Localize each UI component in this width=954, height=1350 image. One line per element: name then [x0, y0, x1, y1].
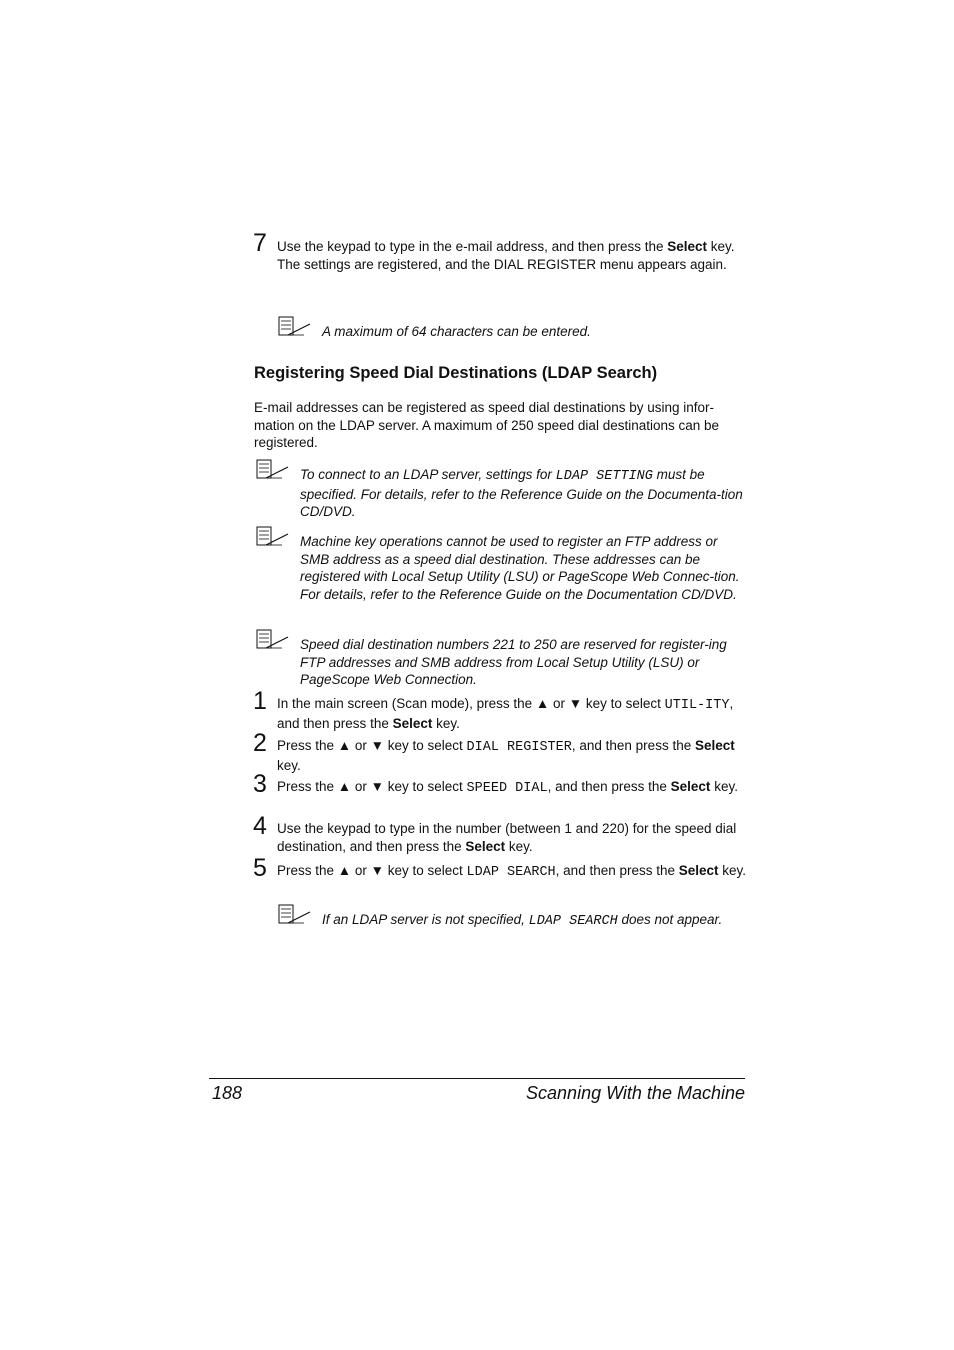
note-pencil-icon	[256, 629, 290, 653]
step-number-4: 4	[253, 812, 267, 840]
note-pencil-icon	[256, 526, 290, 550]
step-3-text: Press the ▲ or ▼ key to select SPEED DIAL, and then press the Select key.	[277, 779, 738, 796]
step-1-text: In the main screen (Scan mode), press the ▲ or ▼ key to select UTIL-ITY, and then press the Select key.	[277, 696, 734, 731]
note-pencil-icon	[256, 459, 290, 483]
step-number-2: 2	[253, 729, 267, 757]
footer-rule	[209, 1078, 745, 1079]
step-5-text: Press the ▲ or ▼ key to select LDAP SEARCH, and then press the Select key.	[277, 863, 747, 880]
section-note-2: Machine key operations cannot be used to register an FTP address or SMB address as a speed dial destination. These addresses can be registered with Local Setup Utility (LSU) or PageScope Web Connec-tion. For details, refer to the Reference Guide on the Documentation CD/DVD.	[300, 534, 740, 602]
section-heading: Registering Speed Dial Destinations (LDAP Search)	[254, 364, 658, 382]
step-7-note: A maximum of 64 characters can be entered.	[322, 324, 591, 339]
section-intro: E-mail addresses can be registered as speed dial destinations by using infor-mation on the LDAP server. A maximum of 250 speed dial destinations can be registered.	[254, 400, 720, 451]
step-number-5: 5	[253, 854, 267, 882]
page-number: 188	[212, 1083, 243, 1103]
section-note-1: To connect to an LDAP server, settings for LDAP SETTING must be specified. For details, refer to the Reference Guide on the Documenta-tion CD/DVD.	[300, 467, 743, 520]
step-5-note: If an LDAP server is not specified, LDAP SEARCH does not appear.	[322, 912, 723, 929]
step-4-text: Use the keypad to type in the number (between 1 and 220) for the speed dial destination, and then press the Select key.	[277, 821, 737, 854]
chapter-title: Scanning With the Machine	[526, 1083, 745, 1103]
step-number-1: 1	[253, 687, 267, 715]
step-7-text	[277, 238, 749, 273]
note-pencil-icon	[278, 904, 312, 928]
step-number-3: 3	[253, 770, 267, 798]
note-pencil-icon	[278, 316, 312, 340]
step-number-7: 7	[253, 229, 267, 257]
step-2-text: Press the ▲ or ▼ key to select DIAL REGISTER, and then press the Select key.	[277, 738, 735, 773]
step-7-line2: The settings are registered, and the DIAL REGISTER menu appears again.	[277, 256, 727, 272]
section-note-3: Speed dial destination numbers 221 to 250 are reserved for register-ing FTP addresses and SMB address from Local Setup Utility (LSU) or PageScope Web Connection.	[300, 637, 727, 688]
step-7-line1: Use the keypad to type in the e-mail address, and then press the Select key.	[277, 239, 735, 254]
